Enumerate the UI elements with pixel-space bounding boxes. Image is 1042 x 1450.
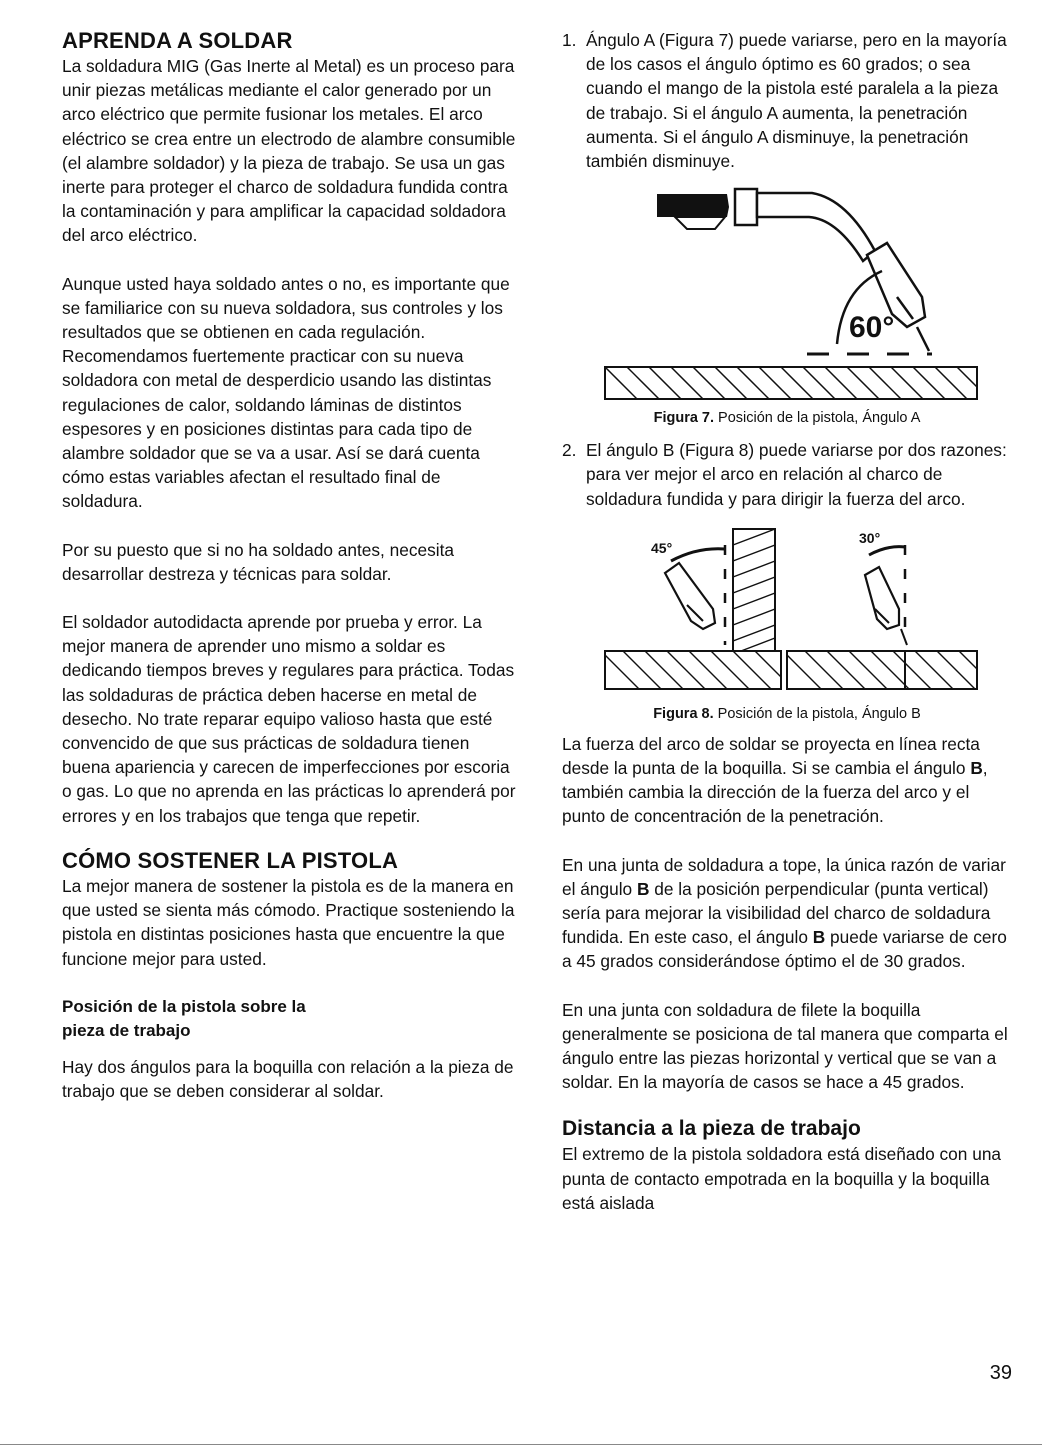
angle-label-60: 60°: [849, 311, 895, 345]
figure-7-caption: [562, 408, 1012, 428]
paragraph-self-taught: El soldador autodidacta aprende por prueba y error. La mejor manera de aprender uno mismo a soldar es dedicando tiempos breves y regulares para práctica. Todas las soldaduras de práctica deben hacerse en metal de desecho. No trate reparar equipo valioso hasta que esté convencido de que sus prácticas de soldadura tienen buena apariencia y carecen de imperfecciones por escoria o gas. Lo que no aprenda en las prácticas lo aprenderá por errores y en los trabajos que tenga que repetir.: [62, 612, 516, 826]
heading-gun-position: [62, 995, 522, 1043]
paragraph-hold-gun: La mejor manera de sostener la pistola es de la manera en que usted se sienta más cómodo. Practique sosteniendo la pistola en distintas posiciones hasta que encuentre la que funcione mejor para usted.: [62, 875, 515, 969]
paragraph-two-angles: Hay dos ángulos para la boquilla con relación a la pieza de trabajo que se deben considerar al soldar.: [62, 1056, 514, 1101]
heading-sostener-pistola: CÓMO SOSTENER LA PISTOLA: [62, 847, 399, 873]
heading-gun-position-line2: pieza de trabajo: [62, 1020, 191, 1040]
nozzle-30: [865, 567, 899, 629]
text-bold-b: B: [636, 878, 650, 899]
list-text: El ángulo B (Figura 8) puede variarse por dos razones: para ver mejor el arco en relación al charco de soldadura fundida y para dirigir la fuerza del arco.: [586, 440, 1007, 509]
heading-aprenda-a-soldar: APRENDA A SOLDAR: [62, 28, 293, 53]
nozzle-axis-line: [917, 327, 929, 351]
work-piece: [605, 367, 977, 399]
figure-8-caption-text: Posición de la pistola, Ángulo B: [713, 705, 921, 722]
figure-7-diagram: [587, 179, 987, 404]
figure-7-caption-label: Figura 7.: [653, 410, 715, 427]
text-run: En una junta de soldadura a tope, la única razón de variar el ángulo: [562, 854, 1006, 899]
text-run: La fuerza del arco de soldar se proyecta en línea recta desde la punta de la boquilla. Si se cambia el ángulo: [562, 733, 980, 779]
right-column: [562, 28, 1012, 1215]
text-bold-b: B: [812, 927, 826, 948]
gun-handle: [657, 194, 729, 217]
heading-gun-position-line1: Posición de la pistola sobre la: [62, 996, 306, 1016]
figure-8-caption: [562, 704, 1012, 724]
figure-8-caption-label: Figura 8.: [653, 705, 714, 722]
text-run: , también cambia la dirección de la fuerza del arco y el punto de concentración de la penetración.: [562, 758, 988, 827]
text-run: puede variarse de cero a 45 grados considerándose óptimo el de 30 grados.: [562, 927, 1007, 972]
page-number: 39: [989, 1362, 1012, 1384]
paragraph-fillet-joint: En una junta con soldadura de filete la boquilla generalmente se posiciona de tal manera que comparta el ángulo entre las piezas horizontal y vertical que se van a soldar. En la mayoría de casos se hace a 45 grados.: [562, 999, 1008, 1093]
angle-arc-45: [671, 549, 725, 561]
left-column: [62, 28, 522, 1103]
figure-7-caption-text: Posición de la pistola, Ángulo A: [714, 410, 921, 427]
gun-neck: [757, 193, 875, 261]
text-run: de la posición perpendicular (punta vertical) sería para mejorar la visibilidad del charco de soldadura fundida. En este caso, el ángulo: [562, 878, 991, 948]
angle-label-30: 30°: [859, 529, 881, 546]
paragraph-practice: Aunque usted haya soldado antes o no, es importante que se familiarice con su nueva soldadora, sus controles y los resultados que se obtienen en cada regulación. Recomendamos fuertemente practicar con su nueva soldadora con metal de desperdicio usando las distintas regulaciones de calor, soldando láminas de distintos espesores y en posiciones distintas para cada tipo de alambre soldador que se va a usar. Así se dará cuenta cómo estas variables afectan el resultado final de soldadura.: [62, 273, 510, 512]
text-bold-b: B: [970, 758, 983, 779]
heading-distancia: Distancia a la pieza de trabajo: [562, 1117, 861, 1141]
work-piece-left: [605, 651, 781, 689]
nozzle-30-axis: [901, 629, 907, 645]
paragraph-mig-intro: La soldadura MIG (Gas Inerte al Metal) es un proceso para unir piezas metálicas mediante el calor generado por un arco eléctrico que permite fusionar los metales. El arco eléctrico se crea entre un electrodo de alambre consumible (el alambre soldador) y la pieza de trabajo. Se usa un gas inerte para proteger el charco de soldadura fundida contra la contaminación y para amplificar la capacidad soldadora del arco eléctrico.: [62, 56, 516, 246]
list-number: 1.: [562, 30, 577, 50]
list-text: Ángulo A (Figura 7) puede variarse, pero en la mayoría de los casos el ángulo óptimo es 60 grados; o sea cuando el mango de la pistola esté paralela a la pieza de trabajo. Si el ángulo A aumenta, la penetración aumenta. Si el ángulo A disminuye, la penetración también disminuye.: [586, 30, 1007, 172]
angle-label-45: 45°: [651, 539, 673, 556]
figure-8-diagram: [587, 525, 987, 700]
list-item-angle-a: [562, 28, 1012, 173]
list-item-angle-b: [562, 438, 1012, 511]
footer-rule: [0, 1444, 1042, 1445]
gun-trigger-shadow: [675, 217, 725, 229]
list-number: 2.: [562, 440, 577, 461]
nozzle-45: [665, 563, 715, 629]
paragraph-distance: El extremo de la pistola soldadora está diseñado con una punta de contacto empotrada en la boquilla y la boquilla está aislada: [562, 1144, 1002, 1213]
paragraph-arc-force: [562, 732, 1012, 829]
paragraph-butt-joint: [562, 853, 1012, 974]
paragraph-dexterity: Por su puesto que si no ha soldado antes, necesita desarrollar destreza y técnicas para soldar.: [62, 539, 454, 584]
gun-collar: [735, 189, 757, 225]
angle-arc-30: [869, 546, 905, 554]
